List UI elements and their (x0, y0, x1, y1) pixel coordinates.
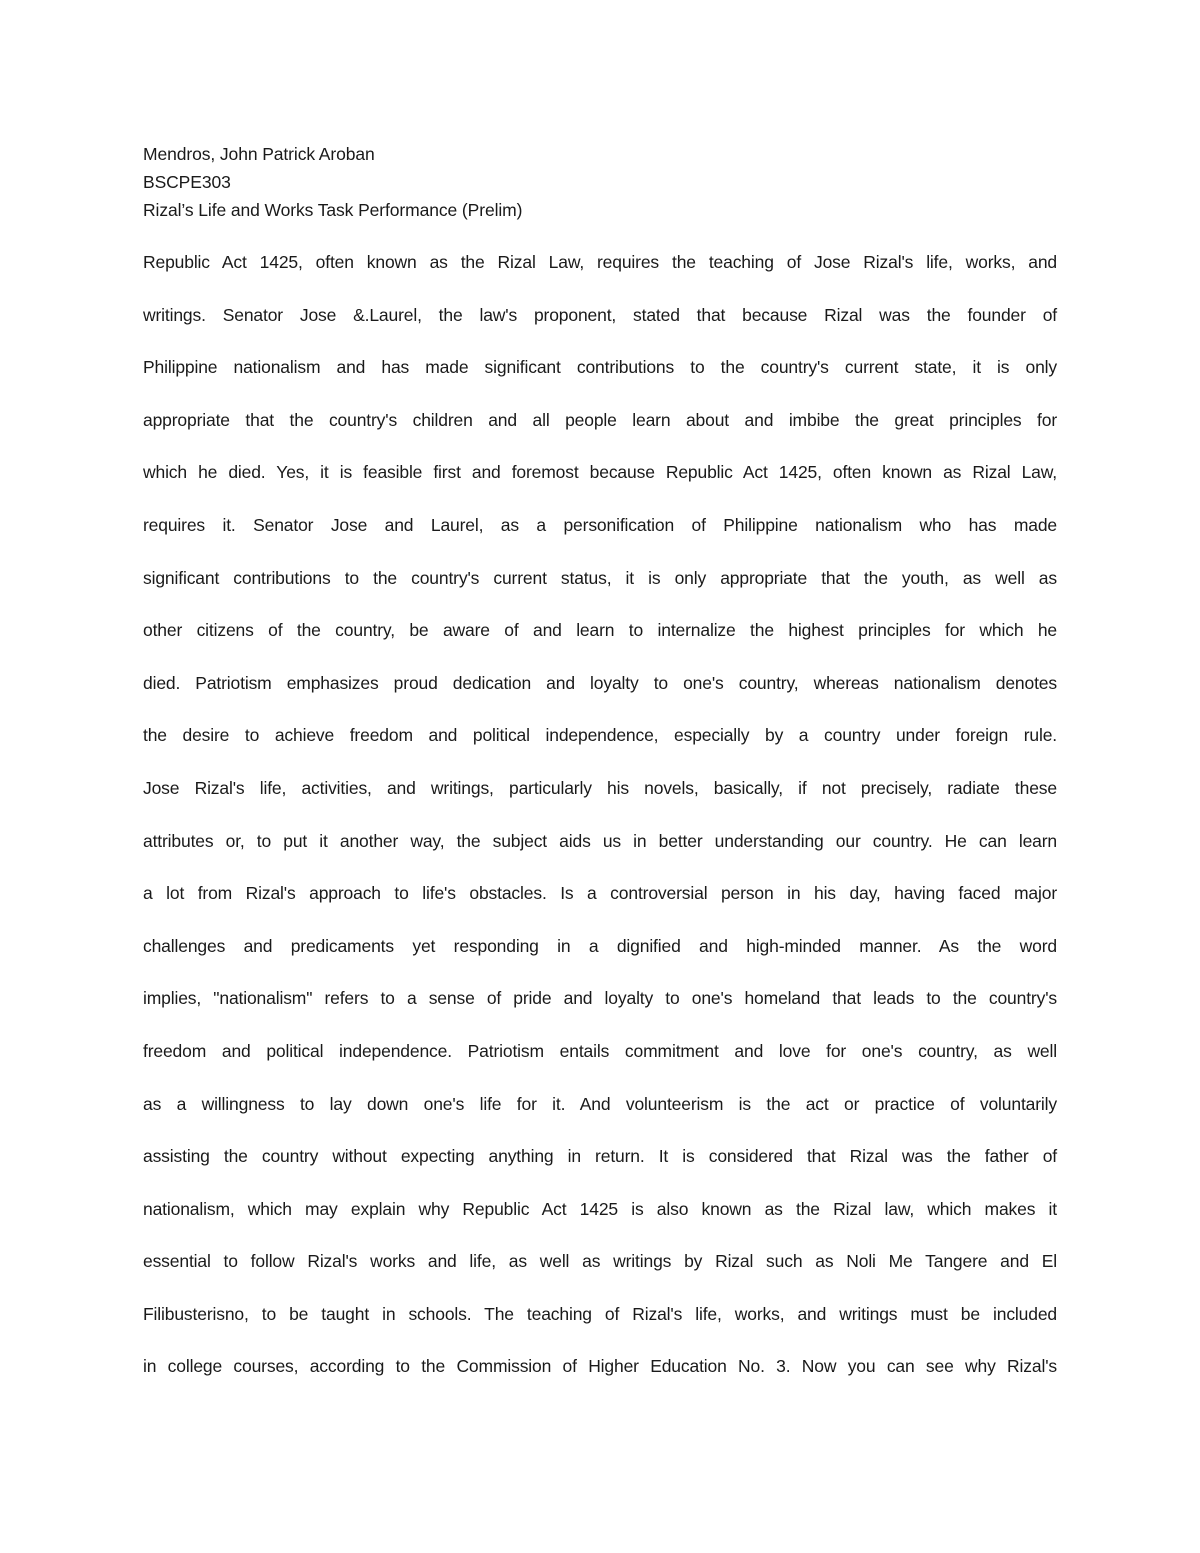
body-line: in college courses, according to the Commission of Higher Education No. 3. Now you can see why Rizal's (143, 1356, 1057, 1377)
body-line: freedom and political independence. Patriotism entails commitment and love for one's country, as well (143, 1040, 1057, 1061)
body-line: other citizens of the country, be aware of and learn to internalize the highest principles for which he (143, 620, 1057, 641)
body-line: essential to follow Rizal's works and life, as well as writings by Rizal such as Noli Me Tangere and El (143, 1251, 1057, 1272)
body-line: writings. Senator Jose &.Laurel, the law's proponent, stated that because Rizal was the founder of (143, 304, 1057, 325)
document-title: Rizal’s Life and Works Task Performance (Prelim) (143, 200, 523, 220)
body-line: implies, "nationalism" refers to a sense of pride and loyalty to one's homeland that leads to the country's (143, 988, 1057, 1009)
body-line: challenges and predicaments yet responding in a dignified and high-minded manner. As the word (143, 935, 1057, 956)
author-name: Mendros, John Patrick Aroban (143, 144, 375, 164)
body-line: Philippine nationalism and has made significant contributions to the country's current state, it is only (143, 357, 1057, 378)
body-line: a lot from Rizal's approach to life's obstacles. Is a controversial person in his day, having faced major (143, 883, 1057, 904)
body-line: attributes or, to put it another way, the subject aids us in better understanding our country. He can learn (143, 830, 1057, 851)
body-line: Filibusterisno, to be taught in schools. The teaching of Rizal's life, works, and writings must be included (143, 1303, 1057, 1324)
essay-body (143, 248, 1057, 1405)
body-line: Jose Rizal's life, activities, and writings, particularly his novels, basically, if not precisely, radiate these (143, 777, 1057, 798)
body-line: requires it. Senator Jose and Laurel, as a personification of Philippine nationalism who has made (143, 514, 1057, 535)
body-line: assisting the country without expecting anything in return. It is considered that Rizal was the father of (143, 1146, 1057, 1167)
body-line: which he died. Yes, it is feasible first and foremost because Republic Act 1425, often known as Rizal Law, (143, 462, 1057, 483)
document-header (143, 140, 1063, 224)
body-line: the desire to achieve freedom and political independence, especially by a country under foreign rule. (143, 725, 1057, 746)
body-line: died. Patriotism emphasizes proud dedication and loyalty to one's country, whereas nationalism denotes (143, 672, 1057, 693)
body-line: appropriate that the country's children and all people learn about and imbibe the great principles for (143, 409, 1057, 430)
body-line: nationalism, which may explain why Republic Act 1425 is also known as the Rizal law, which makes it (143, 1198, 1057, 1219)
body-line: as a willingness to lay down one's life for it. And volunteerism is the act or practice of voluntarily (143, 1093, 1057, 1114)
body-line: Republic Act 1425, often known as the Rizal Law, requires the teaching of Jose Rizal's life, works, and (143, 252, 1057, 272)
body-line: significant contributions to the country's current status, it is only appropriate that the youth, as well as (143, 567, 1057, 588)
course-section: BSCPE303 (143, 172, 231, 192)
